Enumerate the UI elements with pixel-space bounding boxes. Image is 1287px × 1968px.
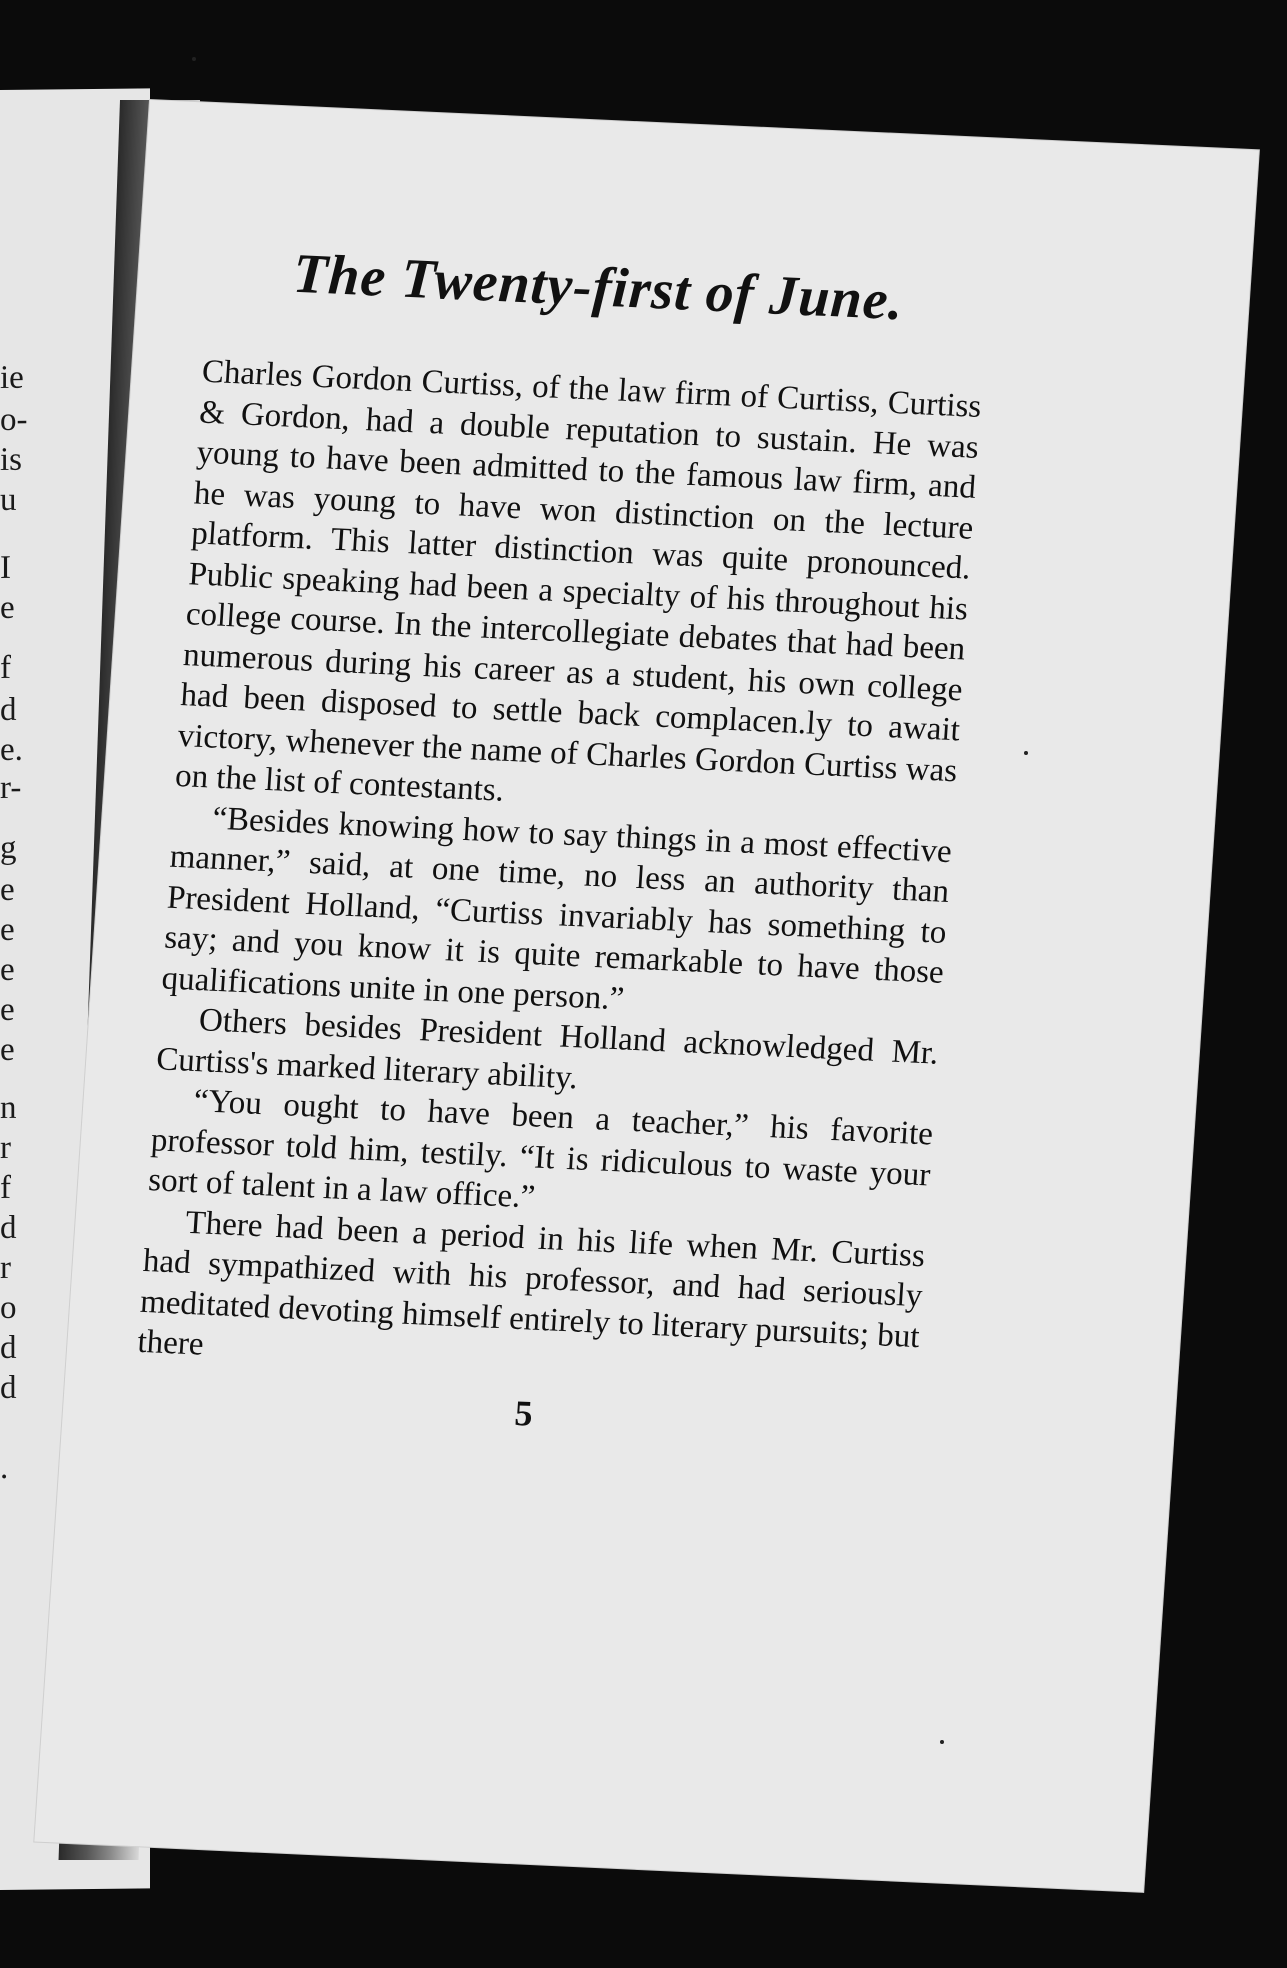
facing-page-fragment: I (0, 549, 11, 586)
facing-page-fragment: e (0, 991, 15, 1028)
dust-speck (940, 1740, 944, 1744)
paragraph: “Besides knowing how to say things in a most effective manner,” said, at one time, no less an authority than President Holland, “Curtiss invariably has something to say; and you know it is quite remarkable to have those qualifications unite in one person.” (160, 800, 953, 1017)
facing-page-fragment: n (0, 1089, 17, 1126)
chapter-title: The Twenty-first of June. (291, 242, 906, 333)
book-page (34, 100, 1259, 1892)
paragraph: Others besides President Holland acknowledged Mr. Curtiss's marked literary ability. (155, 1002, 940, 1096)
facing-page-fragment: e (0, 589, 15, 626)
facing-page-fragment: is (0, 441, 23, 478)
facing-page-fragment: o- (0, 401, 28, 438)
facing-page-fragment: e (0, 951, 15, 988)
paragraph: Charles Gordon Curtiss, of the law firm of Curtiss, Curtiss & Gordon, had a double reputation to sustain. He was young to have been admitted to the famous law firm, and he was young to have won distinction on the lecture platform. This latter distinction was quite pronounced. Public speaking had been a specialty of his throughout his college course. In the intercollegiate debates that had been numerous during his career as a student, his own college had been disposed to settle back complacen.ly to await victory, whenever the name of Charles Gordon Curtiss was on the list of contestants. (174, 353, 983, 809)
paragraph: There had been a period in his life when Mr. Curtiss had sympathized with his professor, and had seriously meditated devoting himself entirely to literary pursuits; but there (136, 1204, 927, 1363)
facing-page-fragment: . (0, 1449, 9, 1486)
facing-page-fragment: ie (0, 359, 24, 396)
page-number: 5 (513, 1392, 535, 1434)
facing-page-fragment: o (0, 1289, 17, 1326)
facing-page-fragment: f (0, 1169, 11, 1206)
facing-page-fragment: d (0, 1329, 17, 1366)
paragraph: “You ought to have been a teacher,” his favorite professor told him, testily. “It is ridiculous to waste your sort of talent in a law office.” (147, 1083, 935, 1216)
dust-speck (192, 57, 196, 61)
facing-page-fragment: r (0, 1249, 11, 1286)
facing-page-fragment: r- (0, 769, 22, 806)
facing-page-fragment: f (0, 649, 11, 686)
page-content (133, 238, 990, 1452)
facing-page-fragment: d (0, 1209, 17, 1246)
facing-page-fragment: r (0, 1129, 11, 1166)
facing-page-fragment: e (0, 871, 15, 908)
facing-page-fragment: d (0, 691, 17, 728)
facing-page-fragment: d (0, 1369, 17, 1406)
facing-page-fragment: e. (0, 731, 23, 768)
dust-speck (1024, 751, 1028, 755)
facing-page-fragment: e (0, 1031, 15, 1068)
facing-page-fragment: u (0, 481, 17, 518)
body-text (136, 352, 982, 1398)
facing-page-fragment: e (0, 911, 15, 948)
facing-page-fragment: g (0, 829, 17, 866)
